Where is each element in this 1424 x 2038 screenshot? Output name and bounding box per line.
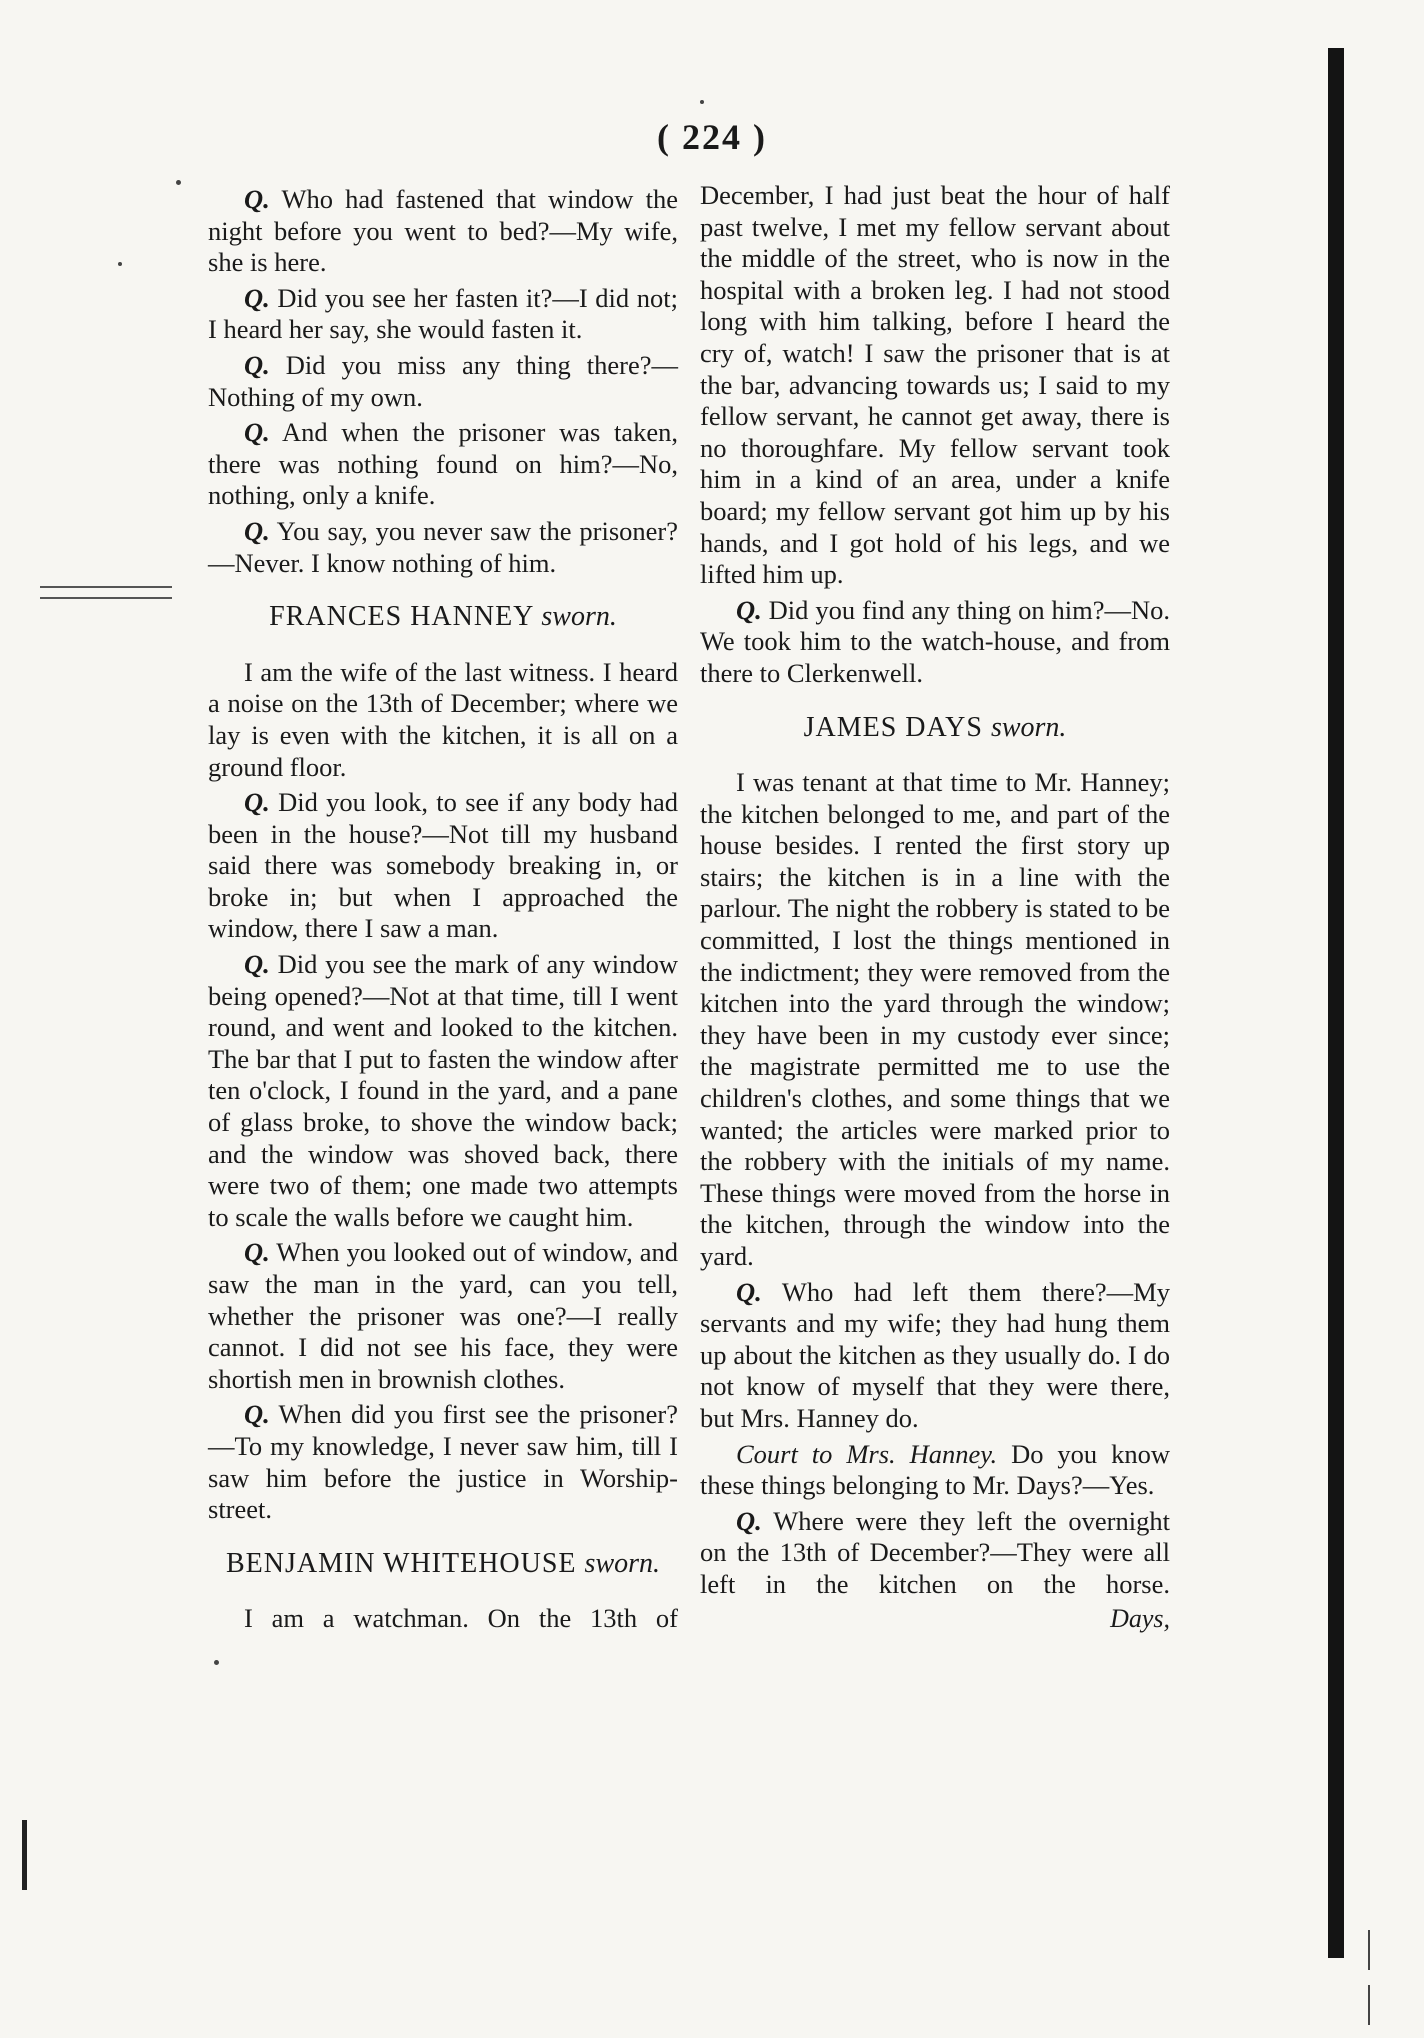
ink-speck (176, 180, 181, 185)
question-answer (208, 1399, 678, 1525)
question-answer (700, 1277, 1170, 1435)
question-mark: Q. (244, 1237, 270, 1268)
question-answer (208, 1237, 678, 1395)
ink-speck (214, 1660, 219, 1665)
edge-tick-mark (1368, 1985, 1370, 2025)
qa-text: Did you look, to see if any body had been in the house?—Not till my husband said there was somebody breaking in, or broke in; but when I approached the window, there I saw a man. (208, 787, 679, 944)
margin-rule-mark (40, 586, 172, 599)
qa-text: Where were they left the overnight on the 13th of December?—They were all left in the kitchen on the horse. (700, 1505, 1170, 1599)
question-answer (208, 283, 678, 346)
question-mark: Q. (736, 1276, 762, 1307)
paragraph: I am a watchman. On the 13th of (244, 1603, 678, 1634)
paragraph: I am the wife of the last witness. I heard a noise on the 13th of December; where we lay is even with the kitchen, it is all on a ground floor. (208, 656, 678, 782)
sworn-label: sworn. (541, 601, 617, 633)
page-number: ( 224 ) (657, 117, 767, 157)
right-column (700, 180, 1170, 1634)
question-mark: Q. (244, 787, 270, 818)
court-text: Do you know these things belonging to Mr. Days?—Yes. (700, 1438, 1170, 1501)
question-answer (700, 1506, 1170, 1601)
question-mark: Q. (244, 949, 270, 980)
sworn-label: sworn. (990, 711, 1067, 743)
catchword: Days, (1110, 1603, 1170, 1633)
qa-text: When you looked out of window, and saw the man in the yard, can you tell, whether the prisoner was one?—I really cannot. I did not see his face, they were shortish men in brownish clothes. (208, 1237, 678, 1394)
witness-heading (700, 712, 1170, 744)
qa-text: Who had left them there?—My servants and my wife; they had hung them up about the kitchen as they usually do. I do not know of myself that they were there, but Mrs. Hanney do. (700, 1276, 1170, 1433)
question-mark: Q. (244, 184, 270, 214)
edge-tick-mark (1368, 1930, 1370, 1970)
binding-edge-shadow (1328, 48, 1344, 1958)
witness-name: JAMES DAYS (803, 711, 983, 743)
question-mark: Q. (244, 282, 270, 313)
qa-text: Did you find any thing on him?—No. We took him to the watch-house, and from there to Clerkenwell. (700, 594, 1170, 688)
qa-text: You say, you never saw the prisoner?—Never. I know nothing of him. (208, 515, 678, 578)
witness-heading (208, 1548, 678, 1580)
ink-speck (118, 262, 122, 266)
qa-text: Did you see her fasten it?—I did not; I heard her say, she would fasten it. (208, 282, 678, 345)
witness-heading (208, 601, 678, 633)
ink-speck (700, 100, 704, 104)
court-label: Court to Mrs. Hanney. (736, 1438, 998, 1469)
qa-text: Did you see the mark of any window being opened?—Not at that time, till I went round, and went and looked to the kitchen. The bar that I put to fasten the window after ten o'clock, I found in the yard, and a pane of glass broke, to shove the window back; and the window was shoved back, there were two of them; one made two attempts to scale the walls before we caught him. (208, 949, 678, 1232)
court-question (700, 1439, 1170, 1502)
qa-text: Who had fastened that window the night before you went to bed?—My wife, she is here. (208, 184, 678, 278)
qa-text: When did you first see the prisoner?—To my knowledge, I never saw him, till I saw him before the justice in Worship-street. (208, 1399, 678, 1525)
question-mark: Q. (244, 1399, 270, 1430)
question-answer (208, 949, 678, 1233)
question-answer (208, 184, 678, 279)
paragraph-continuation: December, I had just beat the hour of half past twelve, I met my fellow servant about the middle of the street, who is now in the hospital with a broken leg. I had not stood long with him talking, before I heard the cry of, watch! I saw the prisoner that is at the bar, advancing towards us; I said to my fellow servant, he cannot get away, there is no thoroughfare. My fellow servant took him in a kind of an area, under a knife board; my fellow servant got him up by his hands, and I got hold of his legs, and we lifted him up. (700, 180, 1170, 590)
question-mark: Q. (244, 349, 270, 380)
question-answer (208, 787, 678, 945)
question-mark: Q. (736, 1505, 762, 1536)
question-answer (700, 595, 1170, 690)
question-answer (208, 350, 678, 413)
witness-name: FRANCES HANNEY (269, 601, 534, 633)
question-mark: Q. (244, 417, 270, 448)
question-mark: Q. (736, 594, 762, 625)
binding-mark (22, 1820, 27, 1890)
witness-name: BENJAMIN WHITEHOUSE (225, 1547, 577, 1579)
qa-text: Did you miss any thing there?—Nothing of my own. (208, 349, 679, 412)
left-column (208, 180, 678, 1635)
question-answer (208, 417, 678, 512)
question-answer (208, 516, 678, 579)
qa-text: And when the prisoner was taken, there was nothing found on him?—No, nothing, only a knife. (208, 417, 678, 511)
paragraph: I was tenant at that time to Mr. Hanney; the kitchen belonged to me, and part of the house besides. I rented the first story up stairs; the kitchen is in a line with the parlour. The night the robbery is stated to be committed, I lost the things mentioned in the indictment; they were removed from the kitchen into the yard through the window; they have been in my custody ever since; the magistrate permitted me to use the children's clothes, and some things that we wanted; the articles were marked prior to the robbery with the initials of my name. These things were moved from the horse in the kitchen, through the window into the yard. (700, 767, 1170, 1271)
question-mark: Q. (244, 515, 270, 546)
sworn-label: sworn. (584, 1547, 661, 1579)
